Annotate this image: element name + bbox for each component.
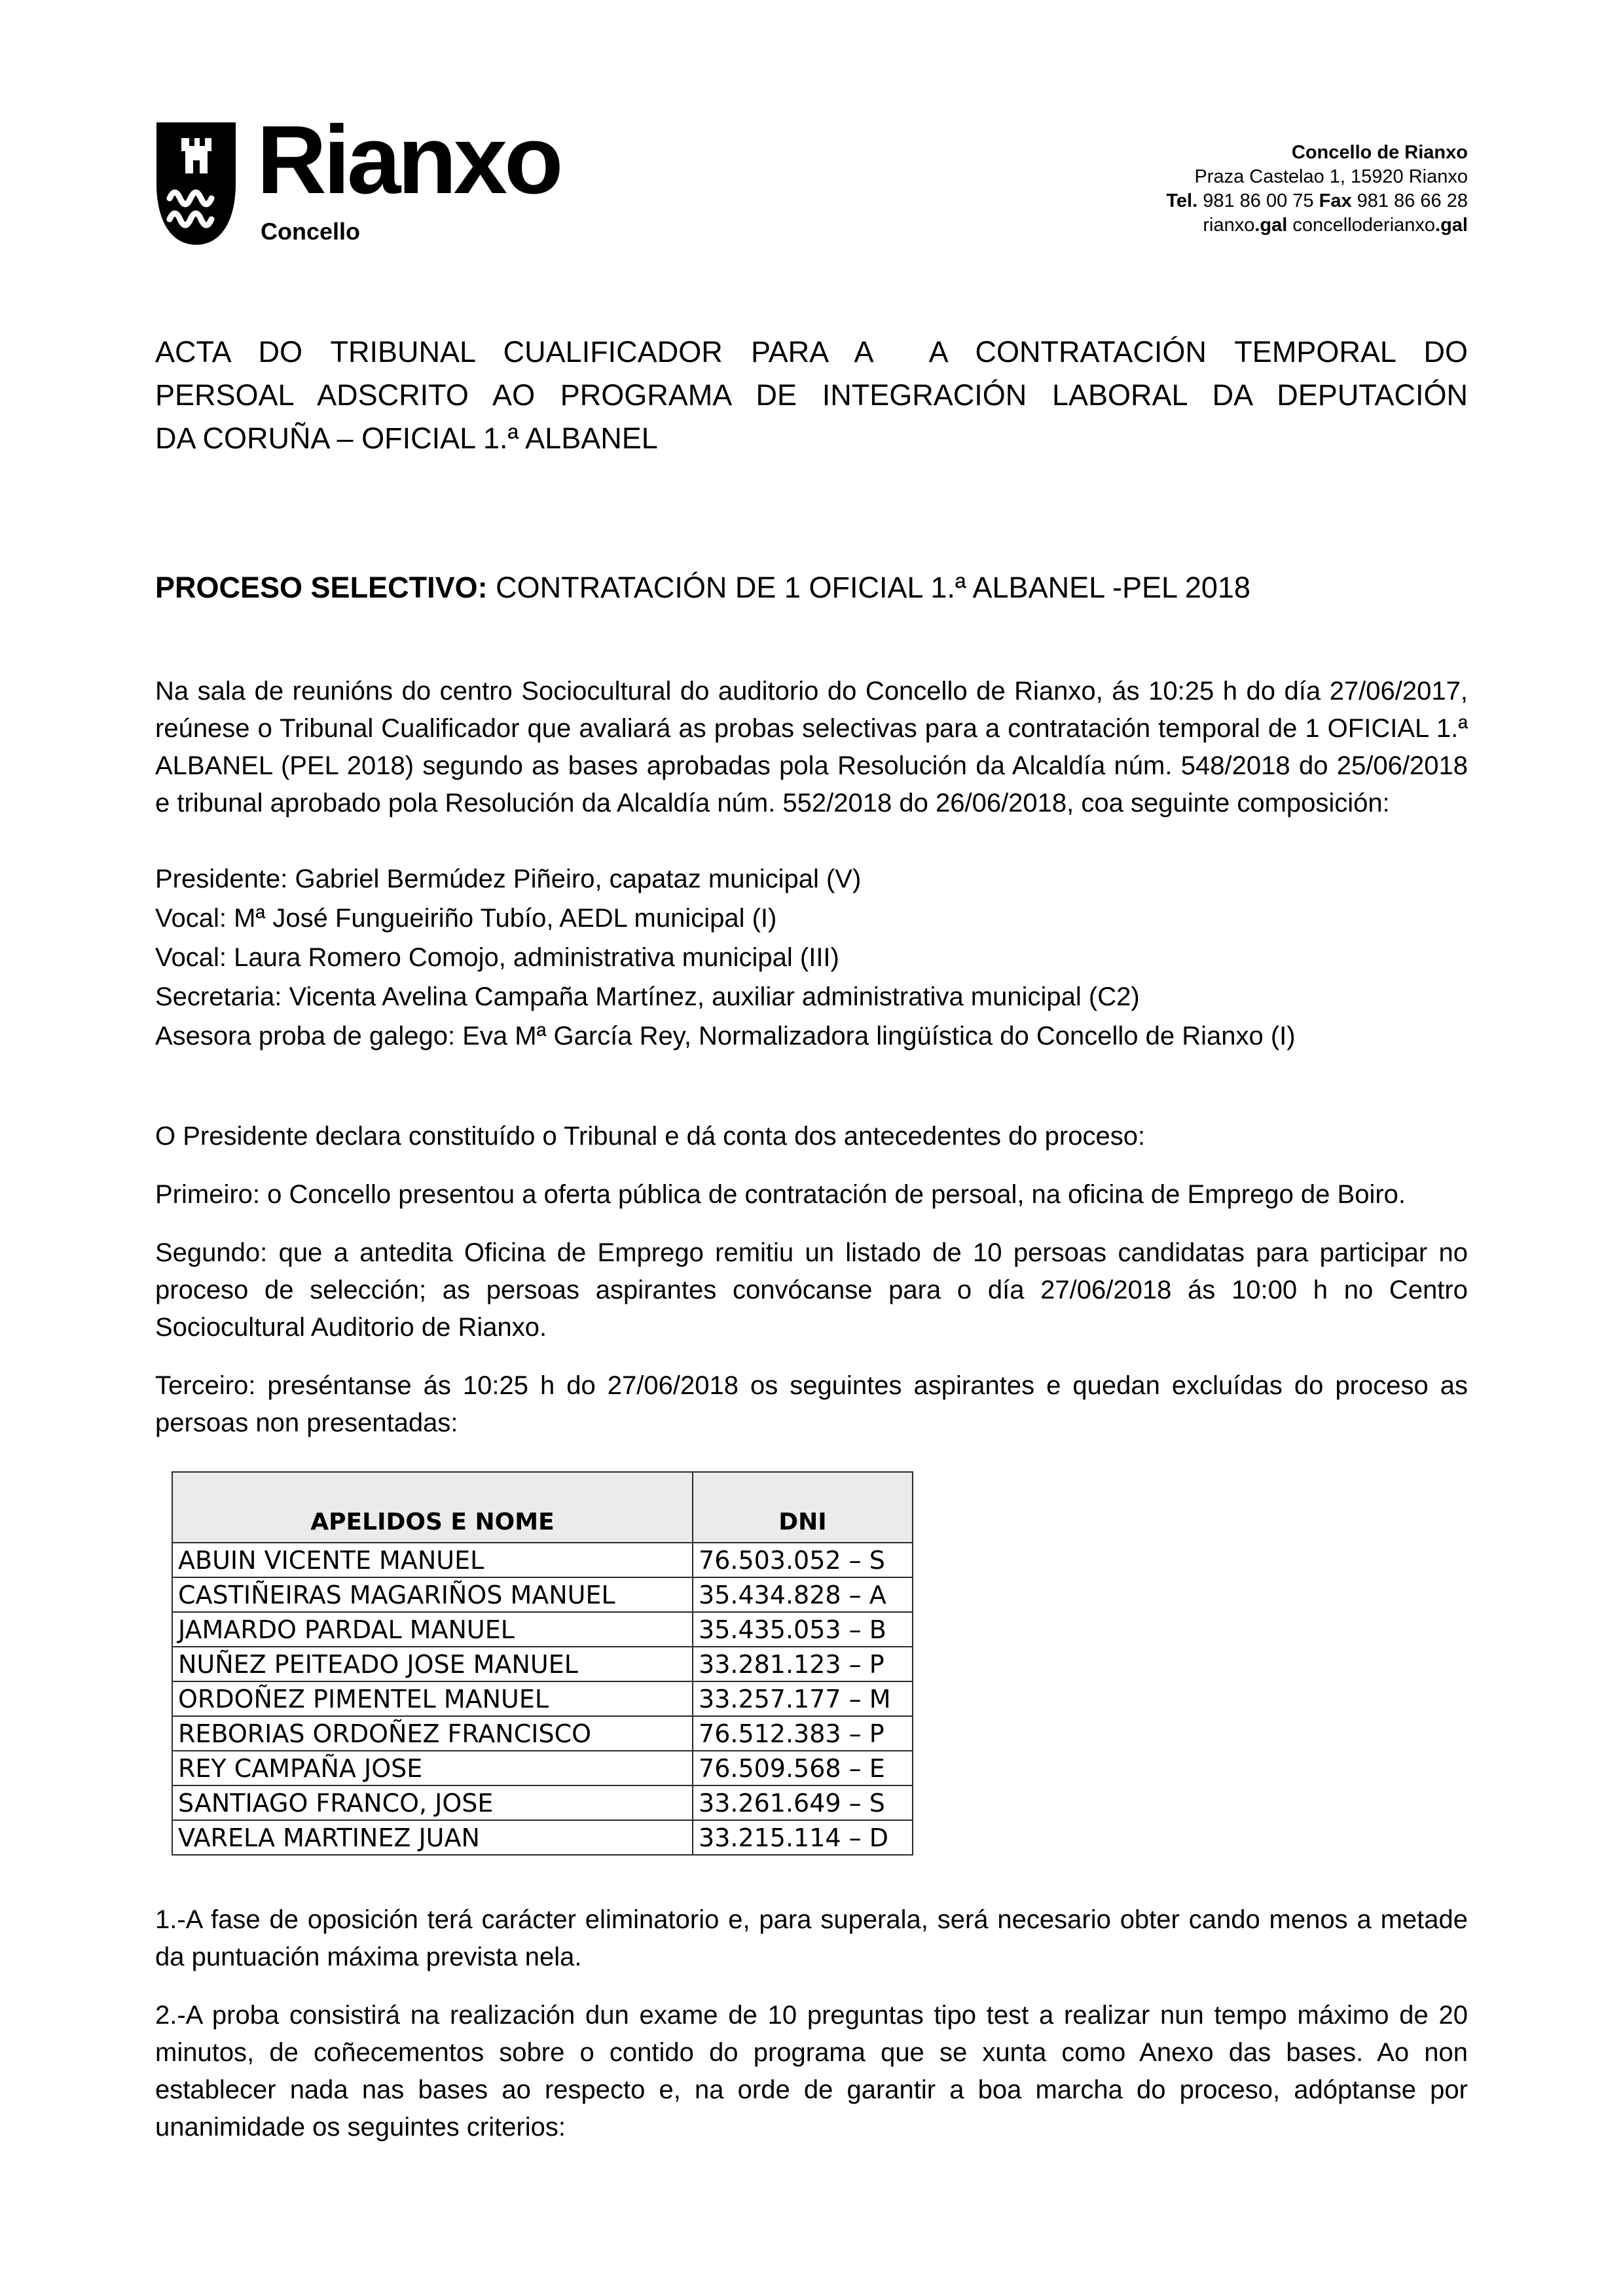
rianxo-shield-icon	[155, 121, 237, 247]
table-row	[172, 1543, 913, 1577]
candidate-name-cell: JAMARDO PARDAL MANUEL	[172, 1612, 693, 1647]
criteria-item-2: 2.-A proba consistirá na realización dun exame de 10 preguntas tipo test a realizar nun tempo máximo de 20 minutos, de coñecementos sobre o contido do programa que se xunta como Anexo das bases. Ao non establecer nada nas bases ao respecto e, na orde de garantir a boa marcha do proceso, adóptanse por unanimidade os seguintes criterios:	[155, 2001, 1468, 2142]
contact-address: Praza Castelao 1, 15920 Rianxo	[1194, 166, 1468, 187]
candidate-dni-cell: 33.261.649 – S	[693, 1785, 913, 1820]
title-line-2: PERSOAL ADSCRITO AO PROGRAMA DE INTEGRACIÓN LABORAL DA DEPUTACIÓN	[155, 378, 1468, 412]
candidate-dni-cell: 35.434.828 – A	[693, 1577, 913, 1612]
proceso-value: CONTRATACIÓN DE 1 OFICIAL 1.ª ALBANEL -PEL 2018	[487, 571, 1250, 604]
web1-name: rianxo	[1203, 215, 1255, 236]
logo-text	[257, 106, 560, 245]
tel-label: Tel.	[1166, 190, 1198, 211]
paragraph-segundo: Segundo: que a antedita Oficina de Emprego remitiu un listado de 10 persoas candidatas para participar no proceso de selección; as persoas aspirantes convócanse para o día 27/06/2018 ás 10:00 h no Centro Sociocultural Auditorio de Rianxo.	[155, 1238, 1468, 1342]
table-row	[172, 1820, 913, 1855]
web1-tld: .gal	[1254, 215, 1288, 236]
table-row	[172, 1785, 913, 1820]
criteria-item-1: 1.-A fase de oposición terá carácter eliminatorio e, para superala, será necesario obter cando menos a metade da puntuación máxima prevista nela.	[155, 1905, 1468, 1971]
candidate-name-cell: REY CAMPAÑA JOSE	[172, 1751, 693, 1785]
table-row	[172, 1612, 913, 1647]
contact-webs	[1166, 213, 1468, 238]
contact-org: Concello de Rianxo	[1291, 142, 1468, 163]
tel-value: 981 86 00 75	[1197, 190, 1319, 211]
candidate-dni-cell: 76.509.568 – E	[693, 1751, 913, 1785]
proceso-label: PROCESO SELECTIVO:	[155, 571, 488, 604]
proceso-selectivo-heading	[155, 568, 1468, 607]
table-row	[172, 1647, 913, 1681]
candidate-dni-cell: 33.257.177 – M	[693, 1681, 913, 1716]
paragraph-constituido: O Presidente declara constituído o Tribunal e dá conta dos antecedentes do proceso:	[155, 1122, 1146, 1151]
title-line-1: ACTA DO TRIBUNAL CUALIFICADOR PARA A A CONTRATACIÓN TEMPORAL DO	[155, 335, 1468, 368]
candidate-dni-cell: 35.435.053 – B	[693, 1612, 913, 1647]
candidate-dni-cell: 76.512.383 – P	[693, 1716, 913, 1751]
header-dni: DNI	[693, 1472, 913, 1543]
paragraph-terceiro: Terceiro: preséntanse ás 10:25 h do 27/06/2018 os seguintes aspirantes e quedan excluídas do proceso as persoas non presentadas:	[155, 1371, 1468, 1437]
table-row	[172, 1681, 913, 1716]
rianxo-logo	[155, 106, 560, 247]
member-vocal-2: Vocal: Laura Romero Comojo, administrativa municipal (III)	[155, 943, 839, 972]
candidate-name-cell: CASTIÑEIRAS MAGARIÑOS MANUEL	[172, 1577, 693, 1612]
header-apelidos: APELIDOS E NOME	[172, 1472, 693, 1543]
candidate-name-cell: SANTIAGO FRANCO, JOSE	[172, 1785, 693, 1820]
fax-label: Fax	[1319, 190, 1352, 211]
page-header	[155, 106, 1468, 252]
tribunal-members-list	[155, 859, 1468, 1056]
candidate-dni-cell: 76.503.052 – S	[693, 1543, 913, 1577]
candidate-name-cell: ABUIN VICENTE MANUEL	[172, 1543, 693, 1577]
member-presidente: Presidente: Gabriel Bermúdez Piñeiro, capataz municipal (V)	[155, 865, 862, 893]
member-secretaria: Secretaria: Vicenta Avelina Campaña Martínez, auxiliar administrativa municipal (C2)	[155, 982, 1140, 1011]
candidate-dni-cell: 33.215.114 – D	[693, 1820, 913, 1855]
paragraph-intro: Na sala de reunións do centro Sociocultural do auditorio do Concello de Rianxo, ás 10:25 h do día 27/06/2017, reúnese o Tribunal Cualificador que avaliará as probas selectivas para a contratación temporal de 1 OFICIAL 1.ª ALBANEL (PEL 2018) segundo as bases aprobadas pola Resolución da Alcaldía núm. 548/2018 do 25/06/2018 e tribunal aprobado pola Resolución da Alcaldía núm. 552/2018 do 26/06/2018, coa seguinte composición:	[155, 677, 1468, 817]
table-row	[172, 1751, 913, 1785]
fax-value: 981 86 66 28	[1351, 190, 1468, 211]
candidate-name-cell: ORDOÑEZ PIMENTEL MANUEL	[172, 1681, 693, 1716]
table-row	[172, 1716, 913, 1751]
paragraph-primeiro: Primeiro: o Concello presentou a oferta pública de contratación de persoal, na oficina de Emprego de Boiro.	[155, 1180, 1406, 1209]
logo-wordmark: Rianxo	[257, 106, 560, 214]
table-header-row	[172, 1472, 913, 1543]
web2-tld: .gal	[1435, 215, 1468, 236]
candidates-table	[172, 1471, 913, 1856]
member-vocal-1: Vocal: Mª José Fungueiriño Tubío, AEDL municipal (I)	[155, 904, 777, 933]
candidate-dni-cell: 33.281.123 – P	[693, 1647, 913, 1681]
candidate-name-cell: REBORIAS ORDOÑEZ FRANCISCO	[172, 1716, 693, 1751]
table-row	[172, 1577, 913, 1612]
document-title	[155, 331, 1468, 460]
web2-name: concelloderianxo	[1287, 215, 1436, 236]
logo-subtitle: Concello	[261, 218, 361, 245]
contact-phones	[1166, 189, 1468, 213]
contact-block	[1166, 141, 1468, 238]
candidates-table-wrapper	[172, 1471, 1468, 1856]
castle-tower-icon	[181, 138, 211, 173]
candidate-name-cell: VARELA MARTINEZ JUAN	[172, 1820, 693, 1855]
member-asesora: Asesora proba de galego: Eva Mª García Rey, Normalizadora lingüística do Concello de Rianxo (I)	[155, 1022, 1296, 1050]
title-line-3: DA CORUÑA – OFICIAL 1.ª ALBANEL	[155, 422, 658, 455]
candidate-name-cell: NUÑEZ PEITEADO JOSE MANUEL	[172, 1647, 693, 1681]
